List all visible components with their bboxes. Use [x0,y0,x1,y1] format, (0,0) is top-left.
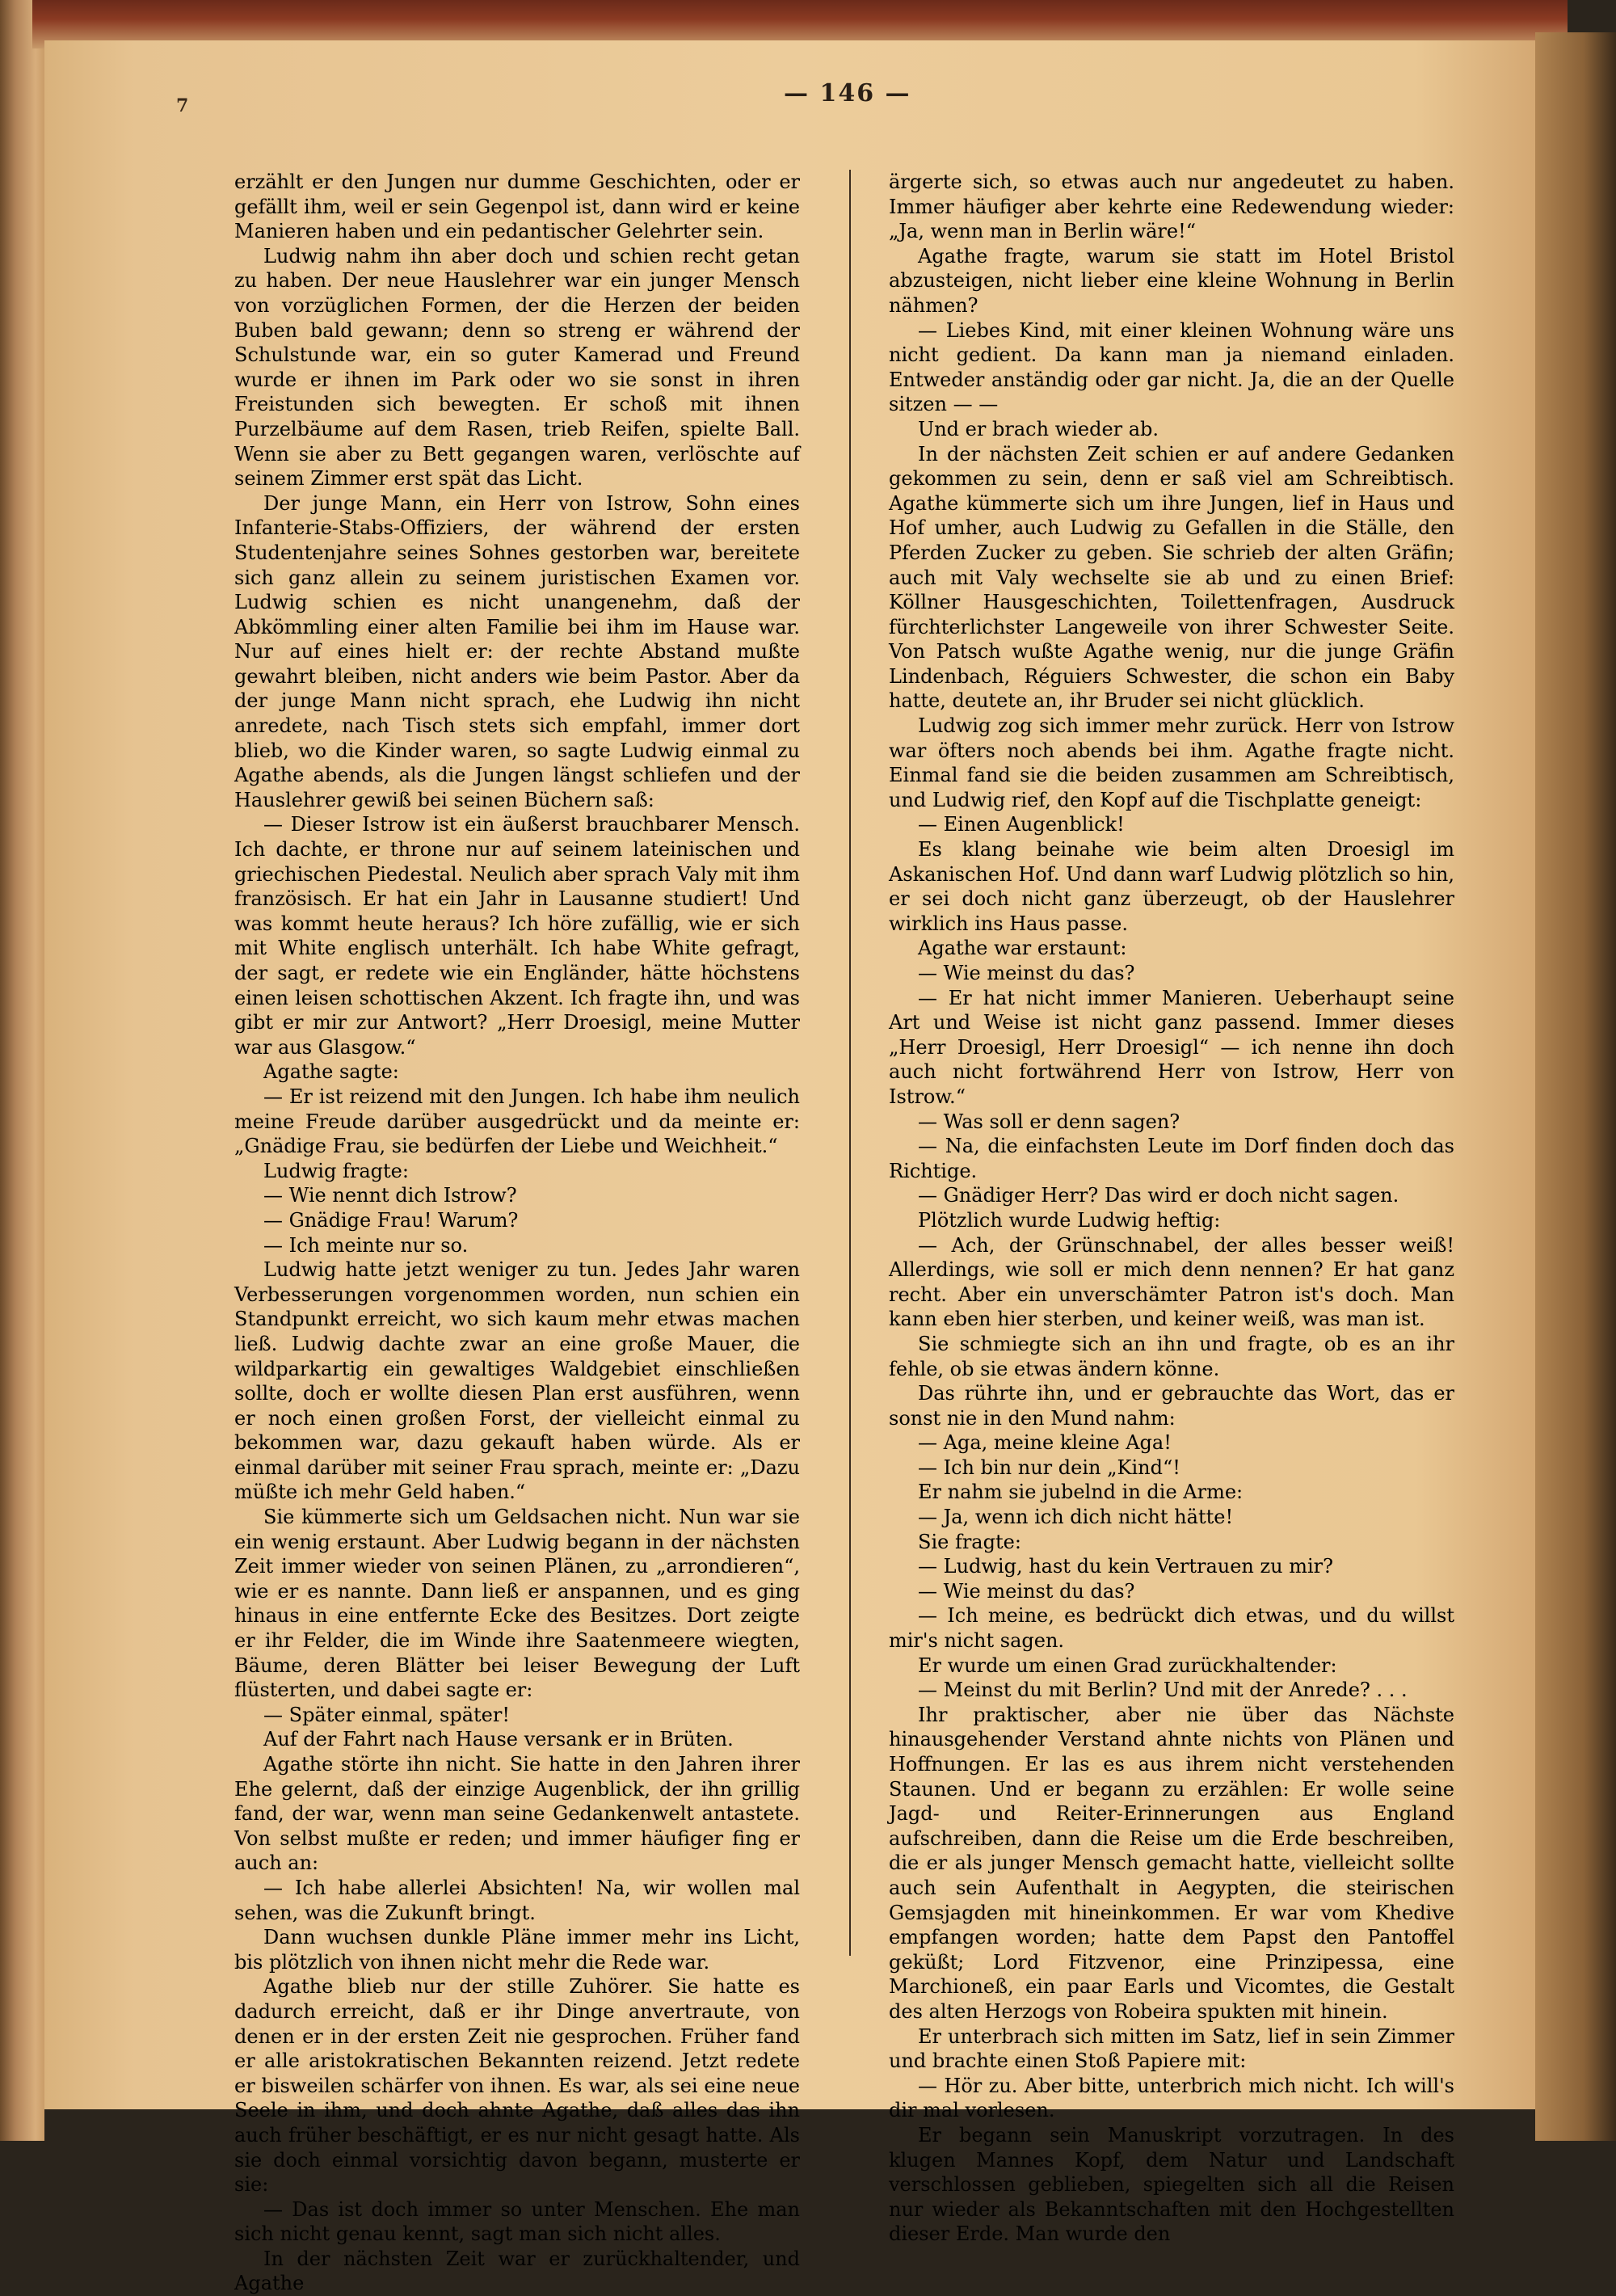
paragraph: — Na, die einfachsten Leute im Dorf finden doch das Richtige. [889,1135,1454,1182]
paragraph: Ihr praktischer, aber nie über das Nächste hinausgehender Verstand ahnte nichts von Plänen und Hoffnungen. Er las es aus ihrem nicht verstehenden Staunen. Und er begann zu erzählen: Er wolle seine Jagd- und Reiter-Erinnerungen aus England aufschreiben, dann die Reise um die Erde beschreiben, die er als junger Mensch gemacht hatte, vielleicht sollte auch sein Aufenthalt in Aegypten, die steirischen Gemsjagden mit hineinkommen. Er war vom Khedive empfangen worden; hatte dem Papst den Pantoffel geküßt; Lord Fitzvenor, eine Prinzipessa, eine Marchioneß, ein paar Earls und Vicomtes, die Gestalt des alten Herzogs von Robeira spukten mit hinein. [889,1703,1454,2023]
next-page-edge [1535,32,1616,2141]
paragraph: Der junge Mann, ein Herr von Istrow, Sohn eines Infanterie-Stabs-Offiziers, der während der ersten Studentenjahre seines Sohnes gestorben war, bereitete sich ganz allein zu seinem juristischen Examen vor. Ludwig schien es nicht unangenehm, daß der Abkömmling einer alten Familie bei ihm im Hause war. Nur auf eines hielt er: der rechte Abstand mußte gewahrt bleiben, nicht anders wie beim Pastor. Aber da der junge Mann nicht sprach, ehe Ludwig ihn nicht anredete, nach Tisch stets sich empfahl, immer dort blieb, wo die Kinder waren, so sagte Ludwig einmal zu Agathe abends, als die Jungen längst schliefen und der Hauslehrer gewiß bei seinen Büchern saß: [234,491,800,811]
paragraph: — Wie nennt dich Istrow? [263,1184,517,1207]
paragraph: — Ich meinte nur so. [263,1233,469,1257]
paragraph: Das rührte ihn, und er gebrauchte das Wort, das er sonst nie in den Mund nahm: [889,1382,1454,1430]
paragraph: Plötzlich wurde Ludwig heftig: [918,1208,1221,1232]
right-text-column [889,170,1454,2246]
corner-mark: 7 [176,95,189,116]
paragraph: Und er brach wieder ab. [918,417,1159,440]
paragraph: — Das ist doch immer so unter Menschen. Ehe man sich nicht genau kennt, sagt man sich nicht alles. [234,2197,800,2246]
paragraph: — Ja, wenn ich dich nicht hätte! [918,1506,1234,1529]
page-number-text: — 146 — [784,79,911,107]
paragraph: Ludwig hatte jetzt weniger zu tun. Jedes Jahr waren Verbesserungen vorgenommen worden, nun schien ein Standpunkt erreicht, wo sich kaum mehr etwas machen ließ. Ludwig dachte zwar an eine große Mauer, die wildparkartig ein gewaltiges Waldgebiet einschließen sollte, doch er wollte diesen Plan erst ausführen, wenn er noch einen großen Forst, der vielleicht einmal zu bekommen war, dazu gekauft haben würde. Als er einmal darüber mit seiner Frau sprach, meinte er: „Dazu müßte ich mehr Geld haben.“ [234,1258,800,1504]
paragraph: Auf der Fahrt nach Hause versank er in Brüten. [263,1728,734,1751]
paragraph: Dann wuchsen dunkle Pläne immer mehr ins Licht, bis plötzlich von ihnen nicht mehr die Rede war. [234,1926,800,1974]
paragraph: — Einen Augenblick! [918,813,1125,836]
paragraph: — Hör zu. Aber bitte, unterbrich mich nicht. Ich will's dir mal vorlesen. [889,2074,1454,2122]
paragraph: In der nächsten Zeit war er zurückhaltender, und Agathe [234,2247,800,2295]
paragraph: — Liebes Kind, mit einer kleinen Wohnung wäre uns nicht gedient. Da kann man ja niemand einladen. Entweder anständig oder gar nicht. Ja, die an der Quelle sitzen — — [889,318,1454,416]
paragraph: Sie fragte: [918,1530,1021,1553]
paragraph: Sie kümmerte sich um Geldsachen nicht. Nun war sie ein wenig erstaunt. Aber Ludwig begann in der nächsten Zeit immer wieder von seinen Plänen, zu „arrondieren“, wie er es nannte. Dann ließ er anspannen, und es ging hinaus in eine entfernte Ecke des Besitzes. Dort zeigte er ihr Felder, die im Winde ihre Saatenmeere wiegten, Bäume, deren Blätter bei leiser Bewegung der Luft flüsterten, und dabei sagte er: [234,1506,800,1702]
paragraph: Agathe störte ihn nicht. Sie hatte in den Jahren ihrer Ehe gelernt, daß der einzige Augenblick, der ihn grillig fand, der war, wenn man seine Gedankenwelt antastete. Von selbst mußte er reden; und immer häufiger fing er auch an: [234,1753,800,1875]
paragraph: — Ich bin nur dein „Kind“! [918,1456,1180,1479]
paragraph: — Ich meine, es bedrückt dich etwas, und du willst mir's nicht sagen. [889,1604,1454,1653]
paragraph: Er begann sein Manuskript vorzutragen. In des klugen Mannes Kopf, dem Natur und Landschaft verschlossen geblieben, spiegelten sich all die Reisen nur wieder als Bekanntschaften mit den Hochgestellten dieser Erde. Man wurde den [889,2123,1454,2246]
paragraph: — Wie meinst du das? [918,1579,1135,1603]
paragraph: Agathe blieb nur der stille Zuhörer. Sie hatte es dadurch erreicht, daß er ihr Dinge anvertraute, von denen er in der ersten Zeit nie gesprochen. Früher fand er alle aristokratischen Bekannten reizend. Jetzt redete er bisweilen schärfer von ihnen. Es war, als sei eine neue Seele in ihm, und doch ahnte Agathe, daß alles das ihn auch früher beschäftigt, er es nur nicht gesagt hatte. Als sie doch einmal vorsichtig davon begann, musterte er sie: [234,1975,800,2197]
paragraph: Sie schmiegte sich an ihn und fragte, ob es an ihr fehle, ob sie etwas ändern könne. [889,1332,1454,1380]
paragraph: — Gnädiger Herr? Das wird er doch nicht sagen. [918,1184,1399,1207]
paragraph: Er unterbrach sich mitten im Satz, lief in sein Zimmer und brachte einen Stoß Papiere mit: [889,2024,1454,2073]
paragraph: Er nahm sie jubelnd in die Arme: [918,1481,1244,1504]
column-divider [849,170,851,1956]
paragraph: — Er hat nicht immer Manieren. Ueberhaupt seine Art und Weise ist nicht ganz passend. Immer dieses „Herr Droesigl, Herr Droesigl“ — ich nenne ihn doch auch nicht fortwährend Herr von Istrow, Herr von Istrow.“ [889,986,1454,1108]
paragraph: Ludwig fragte: [263,1159,409,1182]
paragraph: — Er ist reizend mit den Jungen. Ich habe ihm neulich meine Freude darüber ausgedrückt und da meinte er: „Gnädige Frau, sie bedürfen der Liebe und Weichheit.“ [234,1085,800,1158]
paragraph: Agathe sagte: [263,1060,399,1084]
paragraph: In der nächsten Zeit schien er auf andere Gedanken gekommen zu sein, denn er saß viel am Schreibtisch. Agathe kümmerte sich um ihre Jungen, lief in Haus und Hof umher, auch Ludwig zu Gefallen in die Ställe, den Pferden Zucker zu geben. Sie schrieb der alten Gräfin; auch mit Valy wechselte sie ab und zu einen Brief: Köllner Hausgeschichten, Toilettenfragen, Ausdruck fürchterlichster Langeweile von ihrer Schwester Seite. Von Patsch wußte Agathe wenig, nur die junge Gräfin Lindenbach, Réguiers Schwester, die schon ein Baby hatte, deutete an, ihr Bruder sei nicht glücklich. [889,442,1454,713]
paragraph: — Aga, meine kleine Aga! [918,1431,1172,1455]
paragraph: Ludwig nahm ihn aber doch und schien recht getan zu haben. Der neue Hauslehrer war ein junger Mensch von vorzüglichen Formen, der die Herzen der beiden Buben bald gewann; denn so streng er während der Schulstunde war, ein so guter Kamerad und Freund wurde er ihnen im Park oder wo sie sonst in ihren Freistunden sich bewegten. Er schoß mit ihnen Purzelbäume auf dem Rasen, trieb Reifen, spielte Ball. Wenn sie aber zu Bett gegangen waren, verlöschte auf seinem Zimmer erst spät das Licht. [234,244,800,491]
paragraph: Agathe war erstaunt: [918,937,1127,960]
paragraph: Agathe fragte, warum sie statt im Hotel Bristol abzusteigen, nicht lieber eine kleine Wohnung in Berlin nähmen? [889,244,1454,317]
paragraph: — Ich habe allerlei Absichten! Na, wir wollen mal sehen, was die Zukunft bringt. [234,1876,800,1924]
paragraph: — Was soll er denn sagen? [918,1110,1180,1133]
paragraph: — Ludwig, hast du kein Vertrauen zu mir? [918,1555,1334,1578]
left-text-column [234,170,800,2295]
paragraph: — Ach, der Grünschnabel, der alles besser weiß! Allerdings, wie soll er mich denn nennen? Er hat ganz recht. Aber ein unverschämter Patron ist's doch. Man kann eben hier sterben, und keiner weiß, was man ist. [889,1233,1454,1331]
book-binding [0,0,44,2141]
paragraph: — Später einmal, später! [263,1703,510,1726]
paragraph: Ludwig zog sich immer mehr zurück. Herr von Istrow war öfters noch abends bei ihm. Agathe fragte nicht. Einmal fand sie die beiden zusammen am Schreibtisch, und Ludwig rief, den Kopf auf die Tischplatte geneigt: [889,714,1454,811]
paragraph: — Dieser Istrow ist ein äußerst brauchbarer Mensch. Ich dachte, er throne nur auf seinem lateinischen und griechischen Piedestal. Neulich aber sprach Valy mit ihm französisch. Er hat ein Jahr in Lausanne studiert! Und was kommt heute heraus? Ich höre zufällig, wie er sich mit White englisch unterhält. Ich habe White gefragt, der sagt, er redete wie ein Engländer, hätte höchstens einen leisen schottischen Akzent. Ich fragte ihn, und was gibt er mir zur Antwort? „Herr Droesigl, meine Mutter war aus Glasgow.“ [234,813,800,1059]
paragraph: Er wurde um einen Grad zurückhaltender: [918,1654,1337,1677]
paragraph: erzählt er den Jungen nur dumme Geschichten, oder er gefällt ihm, weil er sein Gegenpol ist, dann wird er keine Manieren haben und ein pedantischer Gelehrter sein. [234,171,800,243]
paragraph: — Wie meinst du das? [918,962,1135,984]
paragraph: — Gnädige Frau! Warum? [263,1208,519,1232]
paragraph: Es klang beinahe wie beim alten Droesigl im Askanischen Hof. Und dann warf Ludwig plötzlich so hin, er sei doch nicht ganz überzeugt, ob der Hauslehrer wirklich ins Haus passe. [889,838,1454,935]
paragraph: — Meinst du mit Berlin? Und mit der Anrede? . . . [918,1679,1408,1702]
paragraph: ärgerte sich, so etwas auch nur angedeutet zu haben. Immer häufiger aber kehrte eine Redewendung wieder: „Ja, wenn man in Berlin wäre!“ [889,171,1454,243]
